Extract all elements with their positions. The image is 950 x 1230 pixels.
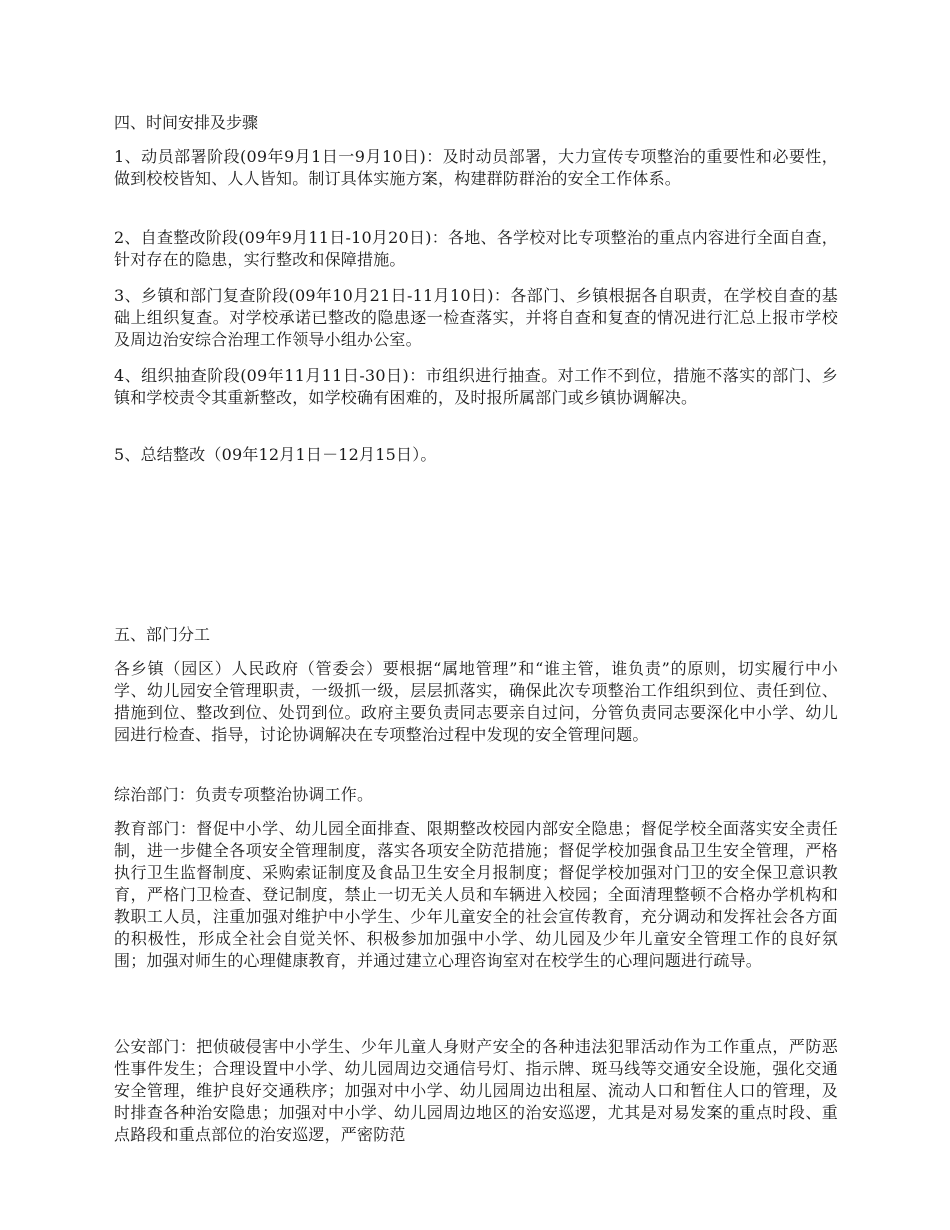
step-4-paragraph: 4、组织抽查阶段(09年11月11日-30日)：市组织进行抽查。对工作不到位，措施不落实的部门、乡镇和学校责令其重新整改，如学校确有困难的，及时报所属部门或乡镇协调解决。 <box>114 366 838 407</box>
township-responsibility-paragraph: 各乡镇（园区）人民政府（管委会）要根据“属地管理”和“谁主管，谁负责”的原则，切实履行中小学、幼儿园安全管理职责，一级抓一级，层层抓落实，确保此次专项整治工作组织到位、责任到位、措施到位、整改到位、处罚到位。政府主要负责同志要亲自过问，分管负责同志要深化中小学、幼儿园进行检查、指导，讨论协调解决在专项整治过程中发现的安全管理问题。 <box>114 659 838 744</box>
education-department-paragraph: 教育部门：督促中小学、幼儿园全面排查、限期整改校园内部安全隐患；督促学校全面落实安全责任制，进一步健全各项安全管理制度，落实各项安全防范措施；督促学校加强食品卫生安全管理，严格执行卫生监督制度、采购索证制度及食品卫生安全月报制度；督促学校加强对门卫的安全保卫意识教育，严格门卫检查、登记制度，禁止一切无关人员和车辆进入校园；全面清理整顿不合格办学机构和教职工人员，注重加强对维护中小学生、少年儿童安全的社会宣传教育，充分调动和发挥社会各方面的积极性，形成全社会自觉关怀、积极参加加强中小学、幼儿园及少年儿童安全管理工作的良好氛围；加强对师生的心理健康教育，并通过建立心理咨询室对在校学生的心理问题进行疏导。 <box>114 819 838 970</box>
section-5-heading: 五、部门分工 <box>114 625 211 644</box>
comprehensive-governance-paragraph: 综治部门：负责专项整治协调工作。 <box>114 785 374 804</box>
public-security-paragraph: 公安部门：把侦破侵害中小学生、少年儿童人身财产安全的各种违法犯罪活动作为工作重点，严防恶性事件发生；合理设置中小学、幼儿园周边交通信号灯、指示牌、斑马线等交通安全设施，强化交通安全管理，维护良好交通秩序；加强对中小学、幼儿园周边出租屋、流动人口和暂住人口的管理，及时排查各种治安隐患；加强对中小学、幼儿园周边地区的治安巡逻，尤其是对易发案的重点时段、重点路段和重点部位的治安巡逻，严密防范 <box>114 1037 838 1144</box>
step-5-paragraph: 5、总结整改（09年12月1日－12月15日）。 <box>114 445 437 464</box>
step-1-paragraph: 1、动员部署阶段(09年9月1日一9月10日)：及时动员部署，大力宣传专项整治的重要性和必要性，做到校校皆知、人人皆知。制订具体实施方案，构建群防群治的安全工作体系。 <box>114 147 838 188</box>
section-4-heading: 四、时间安排及步骤 <box>114 113 259 132</box>
step-2-paragraph: 2、自查整改阶段(09年9月11日-10月20日)：各地、各学校对比专项整治的重点内容进行全面自查，针对存在的隐患，实行整改和保障措施。 <box>114 228 838 269</box>
step-3-paragraph: 3、乡镇和部门复查阶段(09年10月21日-11月10日)：各部门、乡镇根据各自职责，在学校自查的基础上组织复查。对学校承诺已整改的隐患逐一检查落实，并将自查和复查的情况进行汇总上报市学校及周边治安综合治理工作领导小组办公室。 <box>114 286 838 349</box>
